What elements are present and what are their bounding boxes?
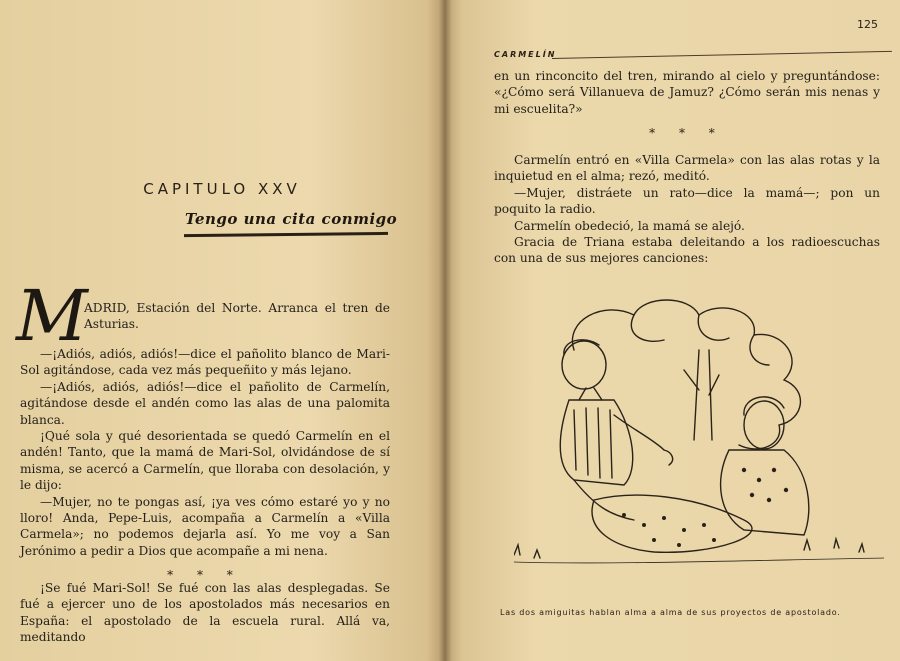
left-body-text	[16, 275, 390, 592]
running-head-rule	[552, 51, 892, 59]
right-top-text	[494, 68, 880, 150]
left-final-text	[20, 580, 390, 646]
paragraph-3: —¡Adiós, adiós, adiós!—dice el pañolito de Carmelín, agitándose desde el andén como las alas de una palomita blanca.	[20, 379, 390, 427]
continued-paragraph: en un rinconcito del tren, mirando al cielo y preguntándose: «¿Cómo será Villanueva de Jamuz? ¿Cómo serán mis nenas y mi escuelita?»	[494, 69, 880, 116]
section-break: * * *	[649, 126, 725, 141]
drop-cap: M	[16, 275, 88, 357]
right-page	[444, 0, 900, 661]
book-gutter	[438, 0, 452, 661]
right-paragraph-4: Gracia de Triana estaba deleitando a los radioescuchas con una de sus mejores canciones:	[494, 235, 880, 266]
paragraph-6: ¡Se fué Mari-Sol! Se fué con las alas desplegadas. Se fué a ejercer uno de los apostolados más necesarios en España: el apostolado de la escuela rural. Allá va, meditando	[20, 581, 390, 645]
running-head: CARMELÍN	[494, 50, 557, 59]
chapter-subtitle-underline	[184, 232, 388, 237]
paragraph-4: ¡Qué sola y qué desorientada se quedó Carmelín en el andén! Tanto, que la mamá de Mari-Sol, olvidándose de sí misma, se acercó a Carmelín, que lloraba con desolación, y le dijo:	[20, 429, 390, 493]
page-number: 125	[857, 18, 878, 31]
chapter-title: CAPITULO XXV	[143, 180, 301, 198]
paragraph-2: —¡Adiós, adiós, adiós!—dice el pañolito blanco de Mari-Sol agitándose, cada vez más pequeñito y más lejano.	[20, 347, 390, 378]
illustration-two-friends	[514, 290, 884, 590]
chapter-subtitle: Tengo una cita conmigo	[185, 210, 398, 228]
paragraph-5: —Mujer, no te pongas así, ¡ya ves cómo estaré yo y no lloro! Anda, Pepe-Luis, acompaña a Carmelín a «Villa Carmela»; no podemos dejarla así. Yo me voy a San Jerónimo a pedir a Dios que acompañe a mi nena.	[20, 494, 390, 558]
section-break: * * *	[167, 568, 243, 583]
paragraph-1: ADRID, Estación del Norte. Arranca el tren de Asturias.	[84, 301, 390, 332]
right-paragraph-1: Carmelín entró en «Villa Carmela» con las alas rotas y la inquietud en el alma; rezó, meditó.	[494, 153, 880, 184]
first-paragraph	[16, 275, 390, 357]
right-body-text	[494, 152, 880, 267]
right-paragraph-3: Carmelín obedeció, la mamá se alejó.	[514, 218, 745, 233]
illustration-caption: Las dos amiguitas hablan alma a alma de sus proyectos de apostolado.	[500, 608, 841, 617]
right-paragraph-2: —Mujer, distráete un rato—dice la mamá—; pon un poquito la radio.	[494, 185, 880, 217]
left-page	[0, 0, 444, 661]
